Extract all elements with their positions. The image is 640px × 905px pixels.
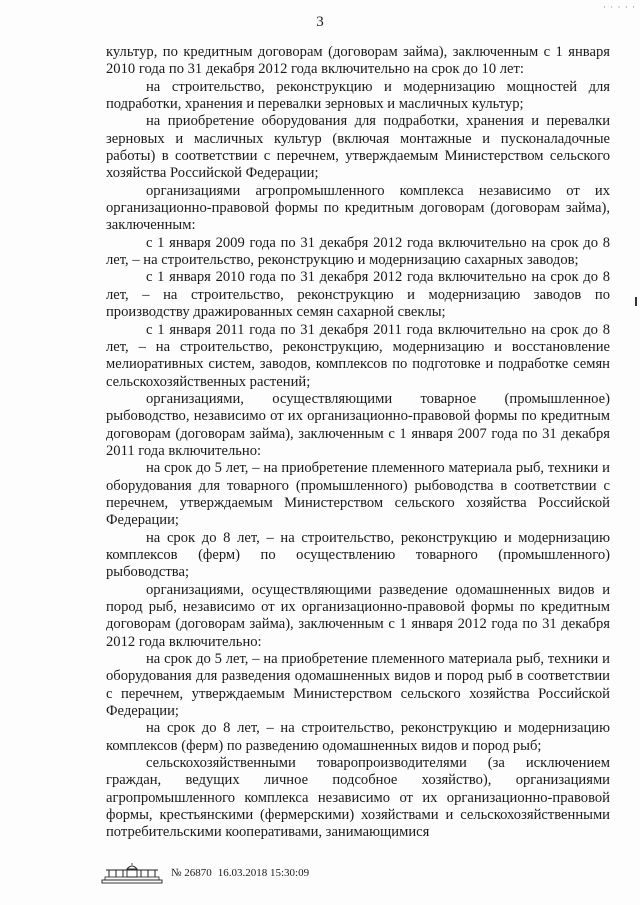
- paragraph: на приобретение оборудования для подработки, хранения и перевалки зерновых и масличных культур (включая монтажные и пусконаладочные работы) в соответствии с перечнем, утверждаемым Министерством сельского хозяйства Российской Федерации;: [106, 113, 610, 182]
- document-footer: [101, 861, 309, 885]
- paragraph: с 1 января 2010 года по 31 декабря 2012 года включительно на срок до 8 лет, – на строительство, реконструкцию и модернизацию заводов по производству дражированных семян сахарной свеклы;: [106, 269, 610, 321]
- paragraph: культур, по кредитным договорам (договорам займа), заключенным с 1 января 2010 года по 31 декабря 2012 года включительно на срок до 10 лет:: [106, 44, 610, 78]
- corner-mark: · · · · ·: [603, 2, 636, 12]
- paragraph: на срок до 8 лет, – на строительство, реконструкцию и модернизацию комплексов (ферм) по осуществлению товарного (промышленного) рыбоводства;: [106, 529, 610, 581]
- margin-mark: [635, 297, 637, 306]
- page-number: 3: [316, 14, 324, 30]
- paragraph: с 1 января 2011 года по 31 декабря 2011 года включительно на срок до 8 лет, – на строительство, реконструкцию, модернизацию и восстановление мелиоративных систем, заводов, комплексов по подготовке и подработке семян сельскохозяйственных растений;: [106, 321, 610, 390]
- paragraph: на срок до 5 лет, – на приобретение племенного материала рыб, техники и оборудования для разведения одомашненных видов и пород рыб в соответствии с перечнем, утверждаемым Министерством сельского хозяйства Российской Федерации;: [106, 651, 610, 720]
- paragraph: организациями агропромышленного комплекса независимо от их организационно-правовой формы по кредитным договорам (договорам займа), заключенным:: [106, 182, 610, 234]
- paragraph: с 1 января 2009 года по 31 декабря 2012 года включительно на срок до 8 лет, – на строительство, реконструкцию и модернизацию сахарных заводов;: [106, 234, 610, 269]
- paragraph: на срок до 8 лет, – на строительство, реконструкцию и модернизацию комплексов (ферм) по разведению одомашненных видов и пород рыб;: [106, 720, 610, 754]
- paragraph: сельскохозяйственными товаропроизводителями (за исключением граждан, ведущих личное подсобное хозяйство), организациями агропромышленного комплекса независимо от их организационно-правовой формы, крестьянскими (фермерскими) хозяйствами и сельскохозяйственными потребительскими кооперативами, занимающимися: [106, 755, 610, 841]
- paragraph: на срок до 5 лет, – на приобретение племенного материала рыб, техники и оборудования для товарного (промышленного) рыбоводства в соответствии с перечнем, утверждаемым Министерством сельского хозяйства Российской Федерации;: [106, 460, 610, 529]
- paragraph: организациями, осуществляющими товарное (промышленное) рыбоводство, независимо от их организационно-правовой формы по кредитным договорам (договорам займа), заключенным с 1 января 2007 года по 31 декабря 2011 года включительно:: [106, 390, 610, 459]
- paragraph: организациями, осуществляющими разведение одомашненных видов и пород рыб, независимо от их организационно-правовой формы по кредитным договорам (договорам займа), заключенным с 1 января 2012 года по 31 декабря 2012 года включительно:: [106, 581, 610, 650]
- government-building-icon: [101, 862, 163, 884]
- document-datetime: 16.03.2018 15:30:09: [217, 867, 310, 879]
- paragraph: на строительство, реконструкцию и модернизацию мощностей для подработки, хранения и перевалки зерновых и масличных культур;: [106, 78, 610, 113]
- document-number: № 26870: [171, 867, 212, 879]
- document-body: [106, 44, 610, 842]
